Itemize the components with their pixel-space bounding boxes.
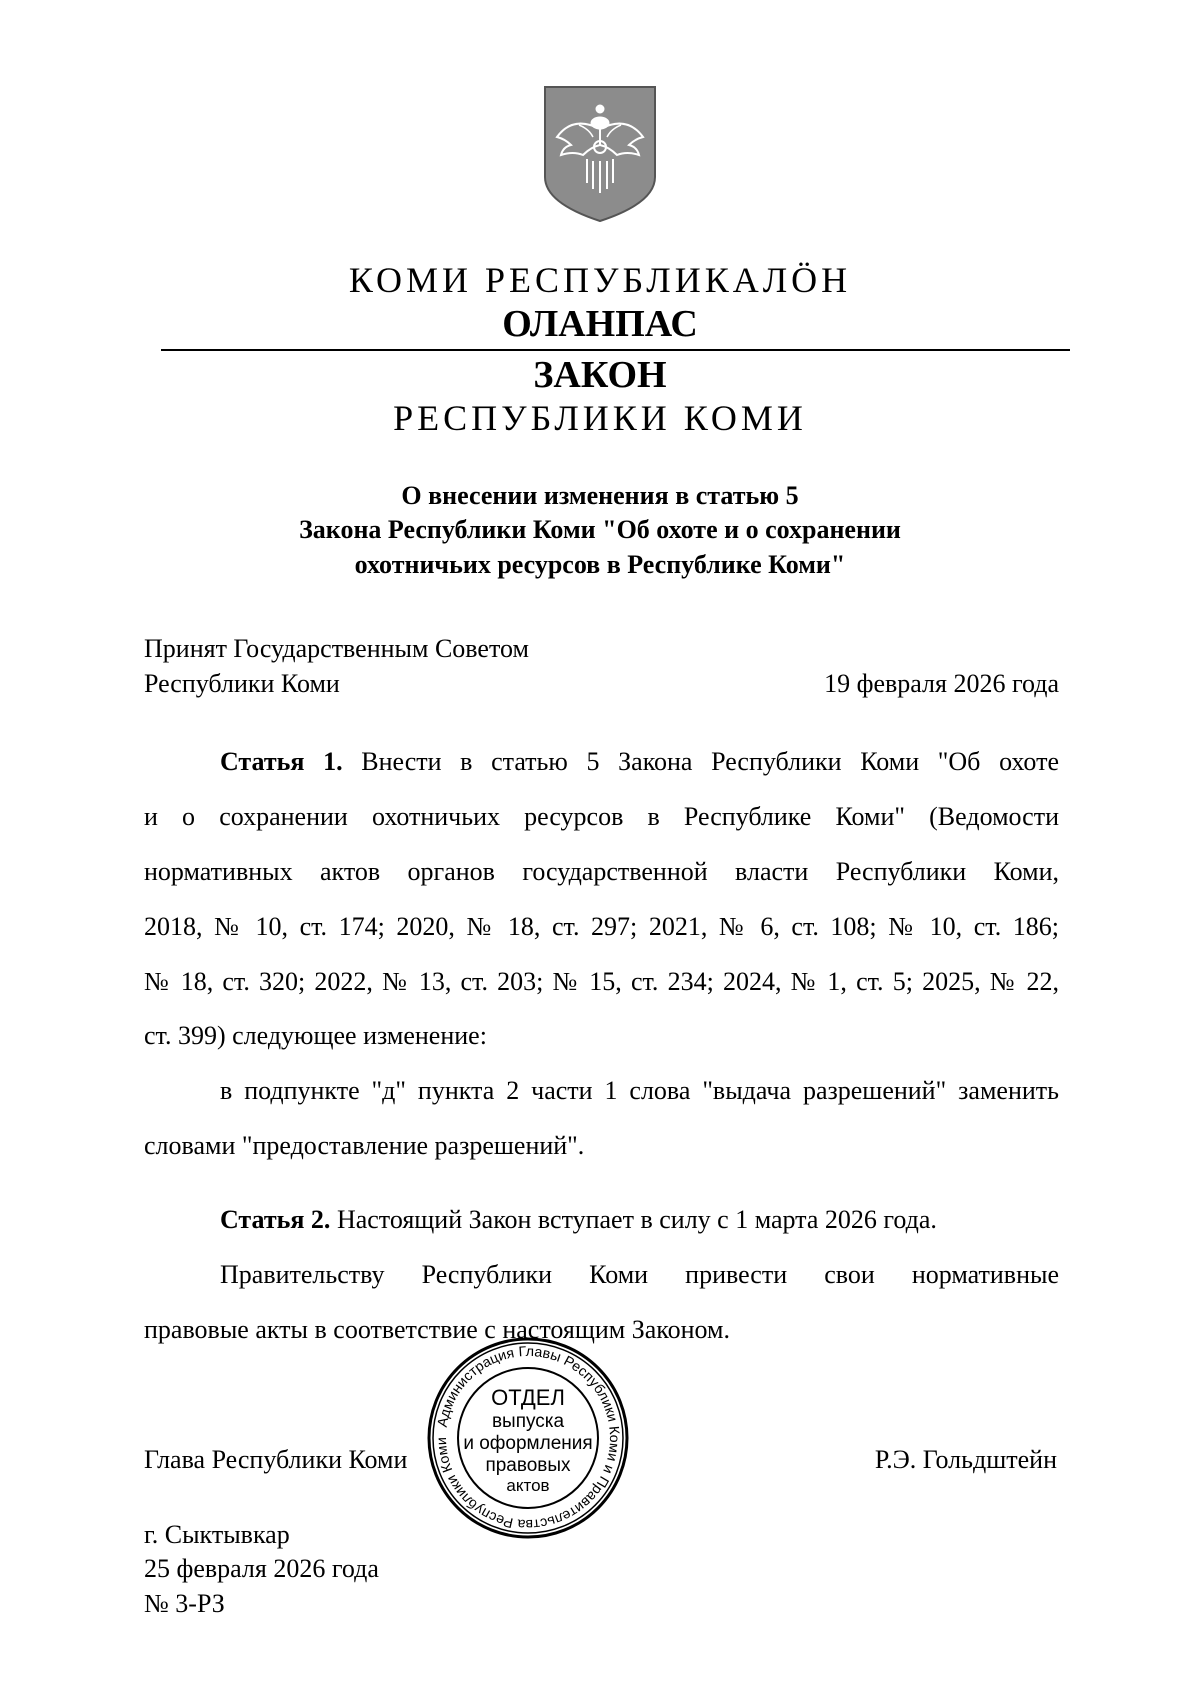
law-title-line-1: О внесении изменения в статью 5 bbox=[401, 481, 799, 510]
law-title-line-2: Закона Республики Коми "Об охоте и о сохранении bbox=[299, 515, 901, 544]
article-1-line bbox=[220, 745, 1059, 779]
header-respubliki: РЕСПУБЛИКИ КОМИ bbox=[393, 398, 807, 438]
article-2-text: Настоящий Закон вступает в силу с 1 марта 2026 года. bbox=[330, 1205, 937, 1234]
article-1-line: нормативных актов органов государственной власти Республики Коми, bbox=[144, 857, 1059, 886]
signature-name: Р.Э. Гольдштейн bbox=[874, 1445, 1057, 1474]
official-stamp bbox=[425, 1335, 631, 1541]
header-zakon: ЗАКОН bbox=[533, 354, 667, 396]
adoption-line-1: Принят Государственным Советом bbox=[144, 634, 529, 663]
article-2-line bbox=[220, 1203, 937, 1237]
footer-number: № 3-РЗ bbox=[144, 1589, 225, 1618]
adoption-line-2: Республики Коми bbox=[144, 669, 340, 698]
stamp-line: актов bbox=[506, 1476, 550, 1495]
article-2-gov-line: правовые акты в соответствие с настоящим Законом. bbox=[144, 1315, 730, 1344]
stamp-line: и оформления bbox=[463, 1433, 593, 1454]
article-1-text: Внести в статью 5 Закона Республики Коми "Об охоте bbox=[342, 747, 1059, 776]
law-title-line-3: охотничьих ресурсов в Республике Коми" bbox=[354, 550, 846, 579]
stamp-line: выпуска bbox=[491, 1411, 565, 1432]
stamp-line: правовых bbox=[485, 1455, 571, 1476]
header-olanpas: ОЛАНПАС bbox=[502, 303, 698, 345]
footer-city: г. Сыктывкар bbox=[144, 1520, 290, 1549]
adoption-date: 19 февраля 2026 года bbox=[824, 669, 1059, 698]
article-1-line: и о сохранении охотничьих ресурсов в Республике Коми" (Ведомости bbox=[144, 802, 1059, 831]
stamp-ring-text: Администрация Главы Республики Коми и Правительства Республики Коми bbox=[432, 1342, 624, 1534]
header-komi-line: КОМИ РЕСПУБЛИКАЛӦН bbox=[348, 260, 852, 300]
article-1-change-line: в подпункте "д" пункта 2 части 1 слова "выдача разрешений" заменить bbox=[220, 1076, 1059, 1105]
article-2-label: Статья 2. bbox=[220, 1205, 331, 1234]
article-1-line: № 18, ст. 320; 2022, № 13, ст. 203; № 15, ст. 234; 2024, № 1, ст. 5; 2025, № 22, bbox=[144, 967, 1059, 996]
footer-date: 25 февраля 2026 года bbox=[144, 1554, 379, 1583]
coat-of-arms-emblem bbox=[543, 85, 657, 223]
signature-position: Глава Республики Коми bbox=[144, 1445, 408, 1474]
stamp-line: ОТДЕЛ bbox=[491, 1385, 565, 1410]
article-1-line: 2018, № 10, ст. 174; 2020, № 18, ст. 297; 2021, № 6, ст. 108; № 10, ст. 186; bbox=[144, 912, 1059, 941]
article-1-change-line: словами "предоставление разрешений". bbox=[144, 1131, 585, 1160]
article-1-line: ст. 399) следующее изменение: bbox=[144, 1021, 487, 1050]
header-divider bbox=[161, 349, 1070, 351]
article-2-gov-line: Правительству Республики Коми привести свои нормативные bbox=[220, 1260, 1059, 1289]
article-1-label: Статья 1. bbox=[220, 747, 343, 776]
